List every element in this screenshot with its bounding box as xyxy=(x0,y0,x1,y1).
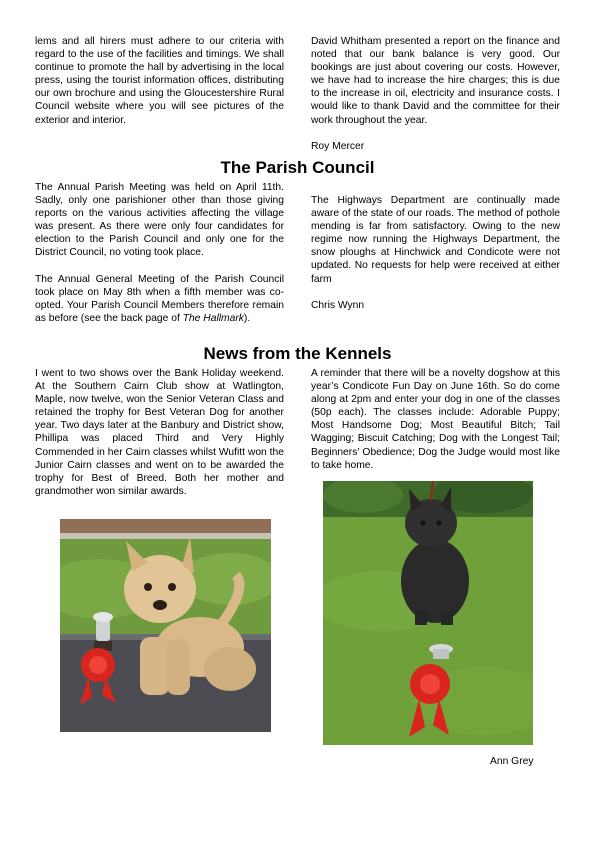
parish-right-column xyxy=(311,194,560,312)
parish-left-paragraph-1: The Annual Parish Meeting was held on April 11th. Sadly, only one parishioner other than those giving reports on the various activities affecting the village was present. As there were only four candidates for election to the Parish Council and only one for the District Council, no voting took place. xyxy=(35,182,284,259)
kennels-heading: News from the Kennels xyxy=(203,344,392,363)
hall-left-paragraph: lems and all hirers must adhere to our criteria with regard to the use of the facilities and timings. We shall continue to promote the hall by advertising in the local press, using the tourist information offices, distributing our own brochure and using the Gloucestershire Rural Council website where you will see pictures of the exterior and interior. xyxy=(35,36,284,126)
parish-left-paragraph-2: The Annual General Meeting of the Parish Council took place on May 8th when a fifth member was co-opted. Your Parish Council Members therefore remain as before (see the back page of The Hallmark). xyxy=(35,273,284,324)
hall-signature: Roy Mercer xyxy=(311,140,365,152)
parish-right-paragraph: The Highways Department are continually made aware of the state of our roads. The method of pothole mending is far from satisfactory. Owing to the new regime now running the Highways Department, the snow ploughs at Hinchwick and Condicote were not updated. No requests for help were received at either farm xyxy=(311,195,560,285)
kennels-left-paragraph: I went to two shows over the Bank Holiday weekend. At the Southern Cairn Club show at Watlington, Maple, now twelve, won the Senior Veteran Class and retained the trophy for Best Veteran Dog for another year. Two days later at the Banbury and District show, Phillipa was placed Third and Very Highly Commended in her Cairn classes whilst Wufitt won the Junior Cairn classes and went on to be awarded the trophy for Best of Breed. Both her mother and grandmother won similar awards. xyxy=(35,368,284,497)
parish-left-column xyxy=(35,181,284,325)
hall-left-column xyxy=(35,35,284,127)
wheaten-dog-photo xyxy=(60,519,271,732)
hall-right-column xyxy=(311,35,560,153)
kennels-right-paragraph: A reminder that there will be a novelty dogshow at this year’s Condicote Fun Day on June 16th. So do come along at 2pm and enter your dog in one of the classes (50p each). The classes include: Adorable Puppy; Most Handsome Dog; Most Beautiful Bitch; Tail Wagging; Biscuit Catching; Dog with the Longest Tail; Beginners’ Obedience; Dog the Judge would most like to take home. xyxy=(311,368,560,471)
hallmark-title: The Hallmark xyxy=(182,312,244,324)
hall-right-paragraph: David Whitham presented a report on the finance and noted that our bank balance is very good. Our bookings are just about covering our costs. However, we have had to increase the hire charges; this is due to the increase in oil, electricity and insurance costs. I would like to thank David and the committee for their work throughout the year. xyxy=(311,36,560,126)
kennels-signature: Ann Grey xyxy=(490,756,534,767)
kennels-left-column xyxy=(35,367,284,498)
kennels-right-column xyxy=(311,367,560,472)
parish-council-heading: The Parish Council xyxy=(220,158,375,177)
parish-signature: Chris Wynn xyxy=(311,299,365,311)
black-dog-photo xyxy=(323,481,533,745)
